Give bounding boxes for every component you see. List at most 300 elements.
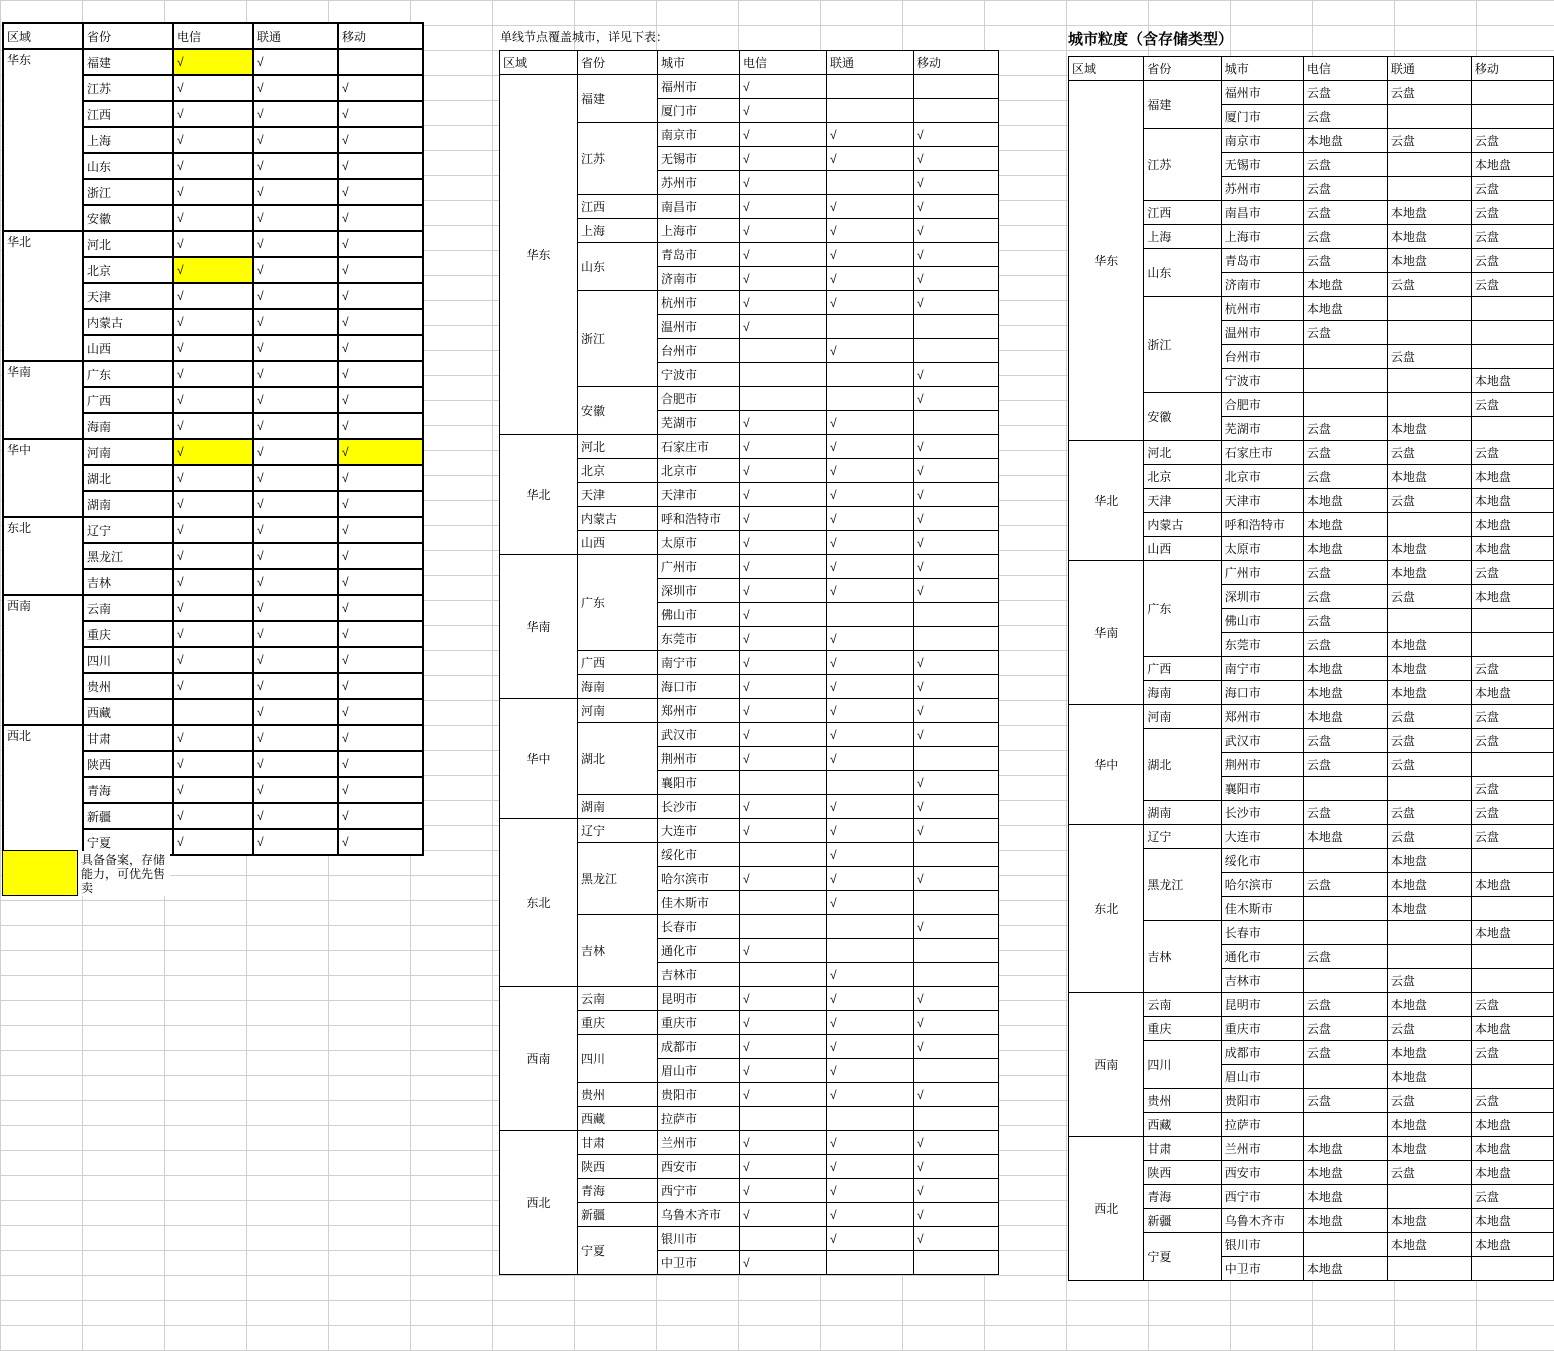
table-cell: √ bbox=[827, 291, 914, 315]
grid-cell bbox=[83, 1226, 165, 1251]
table-cell bbox=[1387, 1257, 1471, 1281]
grid-cell bbox=[329, 1076, 411, 1101]
province-cell: 河南 bbox=[578, 699, 658, 723]
region-cell: 东北 bbox=[500, 819, 578, 987]
table-cell bbox=[1387, 609, 1471, 633]
table-cell: 本地盘 bbox=[1387, 873, 1471, 897]
table-cell: √ bbox=[914, 771, 999, 795]
grid-cell bbox=[165, 1051, 247, 1076]
table-cell: 本地盘 bbox=[1471, 153, 1553, 177]
region-cell: 华中 bbox=[3, 439, 83, 517]
province-cell: 重庆 bbox=[578, 1011, 658, 1035]
table-cell: 联通 bbox=[253, 23, 338, 49]
table-cell: 云盘 bbox=[1303, 441, 1387, 465]
province-cell: 湖南 bbox=[1144, 801, 1221, 825]
grid-cell bbox=[165, 1001, 247, 1026]
table-cell: √ bbox=[173, 777, 253, 803]
table-cell: √ bbox=[253, 751, 338, 777]
table-cell bbox=[1387, 321, 1471, 345]
table-cell: √ bbox=[827, 699, 914, 723]
table-cell: 云盘 bbox=[1387, 705, 1471, 729]
table-cell: 本地盘 bbox=[1387, 633, 1471, 657]
table-cell: √ bbox=[338, 205, 423, 231]
city-cell: 郑州市 bbox=[1221, 705, 1303, 729]
table-cell bbox=[740, 891, 827, 915]
grid-cell bbox=[903, 1301, 985, 1326]
grid-cell bbox=[165, 1201, 247, 1226]
table-cell bbox=[914, 75, 999, 99]
grid-cell bbox=[83, 926, 165, 951]
province-cell: 海南 bbox=[1144, 681, 1221, 705]
grid-cell bbox=[1067, 1301, 1149, 1326]
grid-cell bbox=[1, 1251, 83, 1276]
province-cell: 陕西 bbox=[578, 1155, 658, 1179]
grid-cell bbox=[1, 1051, 83, 1076]
table-cell: √ bbox=[173, 205, 253, 231]
table-cell: √ bbox=[914, 867, 999, 891]
table-cell: √ bbox=[173, 543, 253, 569]
grid-cell bbox=[83, 1201, 165, 1226]
city-cell: 南昌市 bbox=[1221, 201, 1303, 225]
table-cell: √ bbox=[827, 747, 914, 771]
table-cell: 山西 bbox=[83, 335, 173, 361]
grid-cell bbox=[739, 1301, 821, 1326]
grid-cell bbox=[165, 1276, 247, 1301]
table-cell: √ bbox=[827, 219, 914, 243]
table-cell bbox=[1303, 1233, 1387, 1257]
grid-cell bbox=[821, 1276, 903, 1301]
table-row bbox=[500, 75, 999, 99]
region-cell: 华东 bbox=[3, 49, 83, 231]
table-row bbox=[3, 361, 423, 387]
city-cell: 南宁市 bbox=[658, 651, 740, 675]
grid-cell bbox=[1, 1076, 83, 1101]
table-cell: 云盘 bbox=[1387, 273, 1471, 297]
table-cell: 云盘 bbox=[1387, 1017, 1471, 1041]
table-cell: 本地盘 bbox=[1387, 897, 1471, 921]
table-cell: 电信 bbox=[740, 51, 827, 75]
table-cell: √ bbox=[740, 699, 827, 723]
table-cell: 云盘 bbox=[1303, 561, 1387, 585]
grid-cell bbox=[411, 1176, 493, 1201]
table-cell: 云盘 bbox=[1303, 417, 1387, 441]
table-cell: 湖南 bbox=[83, 491, 173, 517]
table-cell: √ bbox=[914, 651, 999, 675]
table-cell: 本地盘 bbox=[1471, 921, 1553, 945]
grid-cell bbox=[1, 1026, 83, 1051]
grid-cell bbox=[1395, 26, 1477, 51]
table-cell: √ bbox=[338, 387, 423, 413]
grid-cell bbox=[1313, 26, 1395, 51]
grid-cell bbox=[165, 926, 247, 951]
grid-cell bbox=[83, 1151, 165, 1176]
table-cell: 云盘 bbox=[1471, 1089, 1553, 1113]
region-cell: 华南 bbox=[1069, 561, 1144, 705]
city-cell: 深圳市 bbox=[1221, 585, 1303, 609]
city-cell: 天津市 bbox=[658, 483, 740, 507]
table-cell: √ bbox=[914, 915, 999, 939]
grid-cell bbox=[165, 1101, 247, 1126]
table-cell bbox=[1471, 417, 1553, 441]
table-cell: √ bbox=[173, 335, 253, 361]
grid-cell bbox=[411, 1226, 493, 1251]
grid-cell bbox=[985, 1276, 1067, 1301]
table-cell: √ bbox=[740, 1203, 827, 1227]
city-cell: 兰州市 bbox=[1221, 1137, 1303, 1161]
region-cell: 西南 bbox=[500, 987, 578, 1131]
region-cell: 东北 bbox=[3, 517, 83, 595]
table-cell: √ bbox=[253, 153, 338, 179]
table-cell: 本地盘 bbox=[1387, 561, 1471, 585]
table-cell: √ bbox=[740, 315, 827, 339]
table-cell: √ bbox=[740, 195, 827, 219]
table-cell: √ bbox=[253, 465, 338, 491]
city-cell: 襄阳市 bbox=[1221, 777, 1303, 801]
table-cell bbox=[1387, 777, 1471, 801]
table-cell: √ bbox=[827, 483, 914, 507]
province-cell: 黑龙江 bbox=[578, 843, 658, 915]
table-row bbox=[1069, 441, 1554, 465]
table-cell: √ bbox=[740, 1155, 827, 1179]
grid-cell bbox=[1, 1001, 83, 1026]
table-cell: 本地盘 bbox=[1471, 1233, 1553, 1257]
province-cell: 甘肃 bbox=[1144, 1137, 1221, 1161]
table-header-row bbox=[3, 23, 423, 49]
table-cell bbox=[827, 603, 914, 627]
city-cell: 东莞市 bbox=[658, 627, 740, 651]
province-cell: 新疆 bbox=[578, 1203, 658, 1227]
table-cell bbox=[1303, 1113, 1387, 1137]
table-cell bbox=[827, 99, 914, 123]
province-cell: 云南 bbox=[578, 987, 658, 1011]
table-cell: √ bbox=[173, 309, 253, 335]
city-cell: 长春市 bbox=[658, 915, 740, 939]
grid-cell bbox=[247, 1226, 329, 1251]
table-cell: √ bbox=[914, 1179, 999, 1203]
table-cell: √ bbox=[253, 543, 338, 569]
table-cell bbox=[827, 363, 914, 387]
table-cell: √ bbox=[253, 387, 338, 413]
grid-cell bbox=[903, 26, 985, 51]
table-cell: √ bbox=[173, 439, 253, 465]
table-cell: √ bbox=[338, 569, 423, 595]
table-cell: 本地盘 bbox=[1387, 1137, 1471, 1161]
table-cell: 云盘 bbox=[1471, 249, 1553, 273]
province-cell: 山东 bbox=[578, 243, 658, 291]
table-cell: 本地盘 bbox=[1471, 1137, 1553, 1161]
table-cell: √ bbox=[338, 309, 423, 335]
province-cell: 黑龙江 bbox=[1144, 849, 1221, 921]
table-cell: √ bbox=[253, 673, 338, 699]
city-cell: 台州市 bbox=[658, 339, 740, 363]
city-cell: 广州市 bbox=[1221, 561, 1303, 585]
city-cell: 上海市 bbox=[658, 219, 740, 243]
table-cell bbox=[740, 1227, 827, 1251]
table-cell: √ bbox=[253, 75, 338, 101]
table-cell: √ bbox=[253, 309, 338, 335]
province-cell: 内蒙古 bbox=[1144, 513, 1221, 537]
city-cell: 吉林市 bbox=[1221, 969, 1303, 993]
city-cell: 厦门市 bbox=[658, 99, 740, 123]
table-cell: 重庆 bbox=[83, 621, 173, 647]
grid-cell bbox=[83, 901, 165, 926]
grid-cell bbox=[985, 1326, 1067, 1351]
table-cell: 安徽 bbox=[83, 205, 173, 231]
table-cell: √ bbox=[827, 1011, 914, 1035]
city-cell: 重庆市 bbox=[658, 1011, 740, 1035]
table-cell: √ bbox=[914, 195, 999, 219]
city-cell: 中卫市 bbox=[658, 1251, 740, 1275]
table-cell bbox=[1471, 609, 1553, 633]
table-cell: √ bbox=[253, 335, 338, 361]
table-cell: 本地盘 bbox=[1387, 417, 1471, 441]
grid-cell bbox=[83, 1126, 165, 1151]
province-cell: 浙江 bbox=[578, 291, 658, 387]
table-cell: √ bbox=[827, 723, 914, 747]
table-cell: 区域 bbox=[500, 51, 578, 75]
table-cell: 河南 bbox=[83, 439, 173, 465]
grid-cell bbox=[83, 1251, 165, 1276]
table-cell: 本地盘 bbox=[1471, 1113, 1553, 1137]
table-cell bbox=[827, 771, 914, 795]
table-cell: √ bbox=[253, 777, 338, 803]
table-cell: 本地盘 bbox=[1303, 129, 1387, 153]
city-cell: 重庆市 bbox=[1221, 1017, 1303, 1041]
table-cell: √ bbox=[338, 179, 423, 205]
city-cell: 苏州市 bbox=[1221, 177, 1303, 201]
city-cell: 海口市 bbox=[658, 675, 740, 699]
grid-cell bbox=[411, 1126, 493, 1151]
grid-cell bbox=[411, 951, 493, 976]
table-row bbox=[500, 987, 999, 1011]
grid-cell bbox=[1313, 1301, 1395, 1326]
table-cell bbox=[1387, 369, 1471, 393]
grid-cell bbox=[493, 1301, 575, 1326]
table-cell: 本地盘 bbox=[1303, 1257, 1387, 1281]
grid-cell bbox=[247, 1276, 329, 1301]
city-cell: 深圳市 bbox=[658, 579, 740, 603]
province-cell: 上海 bbox=[578, 219, 658, 243]
grid-cell bbox=[411, 1101, 493, 1126]
region-cell: 西北 bbox=[3, 725, 83, 855]
city-cell: 石家庄市 bbox=[1221, 441, 1303, 465]
city-cell: 佛山市 bbox=[658, 603, 740, 627]
table-cell: √ bbox=[253, 569, 338, 595]
grid-cell bbox=[657, 1, 739, 26]
table-cell: √ bbox=[827, 339, 914, 363]
table-cell bbox=[338, 49, 423, 75]
table-cell: 浙江 bbox=[83, 179, 173, 205]
table-cell: √ bbox=[338, 231, 423, 257]
table-row bbox=[1069, 1137, 1554, 1161]
table-header-row bbox=[500, 51, 999, 75]
table-cell: √ bbox=[173, 179, 253, 205]
province-cell: 贵州 bbox=[578, 1083, 658, 1107]
province-cell: 江西 bbox=[578, 195, 658, 219]
table-cell: √ bbox=[827, 891, 914, 915]
grid-cell bbox=[1, 901, 83, 926]
table-cell: 山东 bbox=[83, 153, 173, 179]
grid-cell bbox=[739, 1326, 821, 1351]
table-cell: √ bbox=[740, 291, 827, 315]
grid-cell bbox=[247, 1326, 329, 1351]
province-cell: 新疆 bbox=[1144, 1209, 1221, 1233]
table-cell: 云盘 bbox=[1471, 777, 1553, 801]
grid-cell bbox=[1, 1276, 83, 1301]
province-cell: 江苏 bbox=[1144, 129, 1221, 201]
grid-cell bbox=[329, 901, 411, 926]
table-cell: √ bbox=[827, 867, 914, 891]
table-cell: 云盘 bbox=[1303, 633, 1387, 657]
grid-cell bbox=[247, 1301, 329, 1326]
table-cell: 本地盘 bbox=[1303, 1209, 1387, 1233]
table-cell: √ bbox=[253, 517, 338, 543]
table-cell bbox=[740, 339, 827, 363]
table-cell: √ bbox=[914, 387, 999, 411]
grid-cell bbox=[575, 1301, 657, 1326]
grid-cell bbox=[329, 976, 411, 1001]
table-cell: 云盘 bbox=[1303, 945, 1387, 969]
table-cell: 本地盘 bbox=[1387, 249, 1471, 273]
province-cell: 天津 bbox=[578, 483, 658, 507]
region-cell: 华东 bbox=[1069, 81, 1144, 441]
table-cell: 本地盘 bbox=[1303, 1161, 1387, 1185]
table-cell: √ bbox=[740, 507, 827, 531]
table-cell: √ bbox=[740, 1083, 827, 1107]
grid-cell bbox=[329, 1251, 411, 1276]
table-cell: 云盘 bbox=[1471, 129, 1553, 153]
table-cell: 云盘 bbox=[1471, 561, 1553, 585]
province-cell: 上海 bbox=[1144, 225, 1221, 249]
table-cell bbox=[827, 387, 914, 411]
table-cell bbox=[1303, 345, 1387, 369]
table-cell: 省份 bbox=[1144, 57, 1221, 81]
table-cell: 城市 bbox=[1221, 57, 1303, 81]
table-cell bbox=[1303, 897, 1387, 921]
grid-cell bbox=[329, 1276, 411, 1301]
grid-cell bbox=[411, 901, 493, 926]
table-row bbox=[1069, 825, 1554, 849]
grid-cell bbox=[411, 926, 493, 951]
table-cell: √ bbox=[253, 283, 338, 309]
table-row bbox=[3, 231, 423, 257]
city-cell: 武汉市 bbox=[658, 723, 740, 747]
grid-cell bbox=[329, 926, 411, 951]
city-cell: 芜湖市 bbox=[1221, 417, 1303, 441]
single-line-city-coverage-table bbox=[499, 50, 999, 1275]
table-cell: 天津 bbox=[83, 283, 173, 309]
table-row bbox=[3, 725, 423, 751]
province-cell: 浙江 bbox=[1144, 297, 1221, 393]
table-cell: √ bbox=[740, 459, 827, 483]
grid-cell bbox=[739, 26, 821, 51]
grid-cell bbox=[411, 1151, 493, 1176]
table-cell: 本地盘 bbox=[1471, 465, 1553, 489]
city-cell: 无锡市 bbox=[1221, 153, 1303, 177]
table-cell: 本地盘 bbox=[1387, 681, 1471, 705]
table-cell: 云盘 bbox=[1387, 81, 1471, 105]
table-row bbox=[1069, 81, 1554, 105]
grid-cell bbox=[1, 1151, 83, 1176]
grid-cell bbox=[83, 1276, 165, 1301]
table-cell: √ bbox=[914, 1227, 999, 1251]
grid-cell bbox=[1395, 1326, 1477, 1351]
table-cell: 本地盘 bbox=[1471, 513, 1553, 537]
grid-cell bbox=[165, 1301, 247, 1326]
province-cell: 北京 bbox=[1144, 465, 1221, 489]
table-cell bbox=[740, 963, 827, 987]
table-cell: 云盘 bbox=[1471, 273, 1553, 297]
table-cell bbox=[1471, 633, 1553, 657]
province-cell: 山东 bbox=[1144, 249, 1221, 297]
grid-cell bbox=[247, 1076, 329, 1101]
grid-cell bbox=[247, 926, 329, 951]
legend-note: 具备备案，存储能力，可优先售卖 bbox=[78, 851, 170, 896]
table-cell bbox=[1471, 297, 1553, 321]
table-cell bbox=[1471, 105, 1553, 129]
table-cell: √ bbox=[173, 257, 253, 283]
province-cell: 辽宁 bbox=[1144, 825, 1221, 849]
table-cell: 区域 bbox=[3, 23, 83, 49]
grid-cell bbox=[1, 1326, 83, 1351]
grid-cell bbox=[165, 1151, 247, 1176]
table-cell: 云盘 bbox=[1303, 585, 1387, 609]
city-cell: 荆州市 bbox=[658, 747, 740, 771]
table-cell: √ bbox=[740, 1011, 827, 1035]
region-cell: 华中 bbox=[500, 699, 578, 819]
table-cell: √ bbox=[173, 75, 253, 101]
city-cell: 广州市 bbox=[658, 555, 740, 579]
table-cell: √ bbox=[253, 49, 338, 75]
table-cell: √ bbox=[740, 723, 827, 747]
province-cell: 甘肃 bbox=[578, 1131, 658, 1155]
city-cell: 西宁市 bbox=[658, 1179, 740, 1203]
table-cell: √ bbox=[173, 101, 253, 127]
table-cell bbox=[1387, 1185, 1471, 1209]
table-cell: √ bbox=[827, 651, 914, 675]
table-cell: √ bbox=[173, 231, 253, 257]
grid-cell bbox=[329, 1126, 411, 1151]
table-cell: 本地盘 bbox=[1387, 225, 1471, 249]
city-cell: 拉萨市 bbox=[658, 1107, 740, 1131]
grid-cell bbox=[1149, 1, 1231, 26]
table-cell: 移动 bbox=[338, 23, 423, 49]
table-cell: √ bbox=[914, 171, 999, 195]
grid-cell bbox=[83, 1101, 165, 1126]
table-cell bbox=[914, 339, 999, 363]
table-cell: √ bbox=[338, 621, 423, 647]
table-cell: 云盘 bbox=[1471, 393, 1553, 417]
region-cell: 西南 bbox=[3, 595, 83, 725]
table-cell bbox=[827, 315, 914, 339]
city-cell: 上海市 bbox=[1221, 225, 1303, 249]
grid-cell bbox=[247, 1126, 329, 1151]
table-cell: 云盘 bbox=[1303, 1089, 1387, 1113]
table-cell: 电信 bbox=[1303, 57, 1387, 81]
province-cell: 广西 bbox=[578, 651, 658, 675]
table-cell: 江苏 bbox=[83, 75, 173, 101]
table-cell: 本地盘 bbox=[1387, 201, 1471, 225]
table-cell: √ bbox=[173, 517, 253, 543]
region-cell: 西南 bbox=[1069, 993, 1144, 1137]
grid-cell bbox=[411, 876, 493, 901]
table-cell: √ bbox=[740, 147, 827, 171]
table-cell: √ bbox=[740, 675, 827, 699]
grid-cell bbox=[1149, 1326, 1231, 1351]
table-cell: √ bbox=[914, 531, 999, 555]
table-cell: 云盘 bbox=[1471, 441, 1553, 465]
table-cell: √ bbox=[253, 595, 338, 621]
